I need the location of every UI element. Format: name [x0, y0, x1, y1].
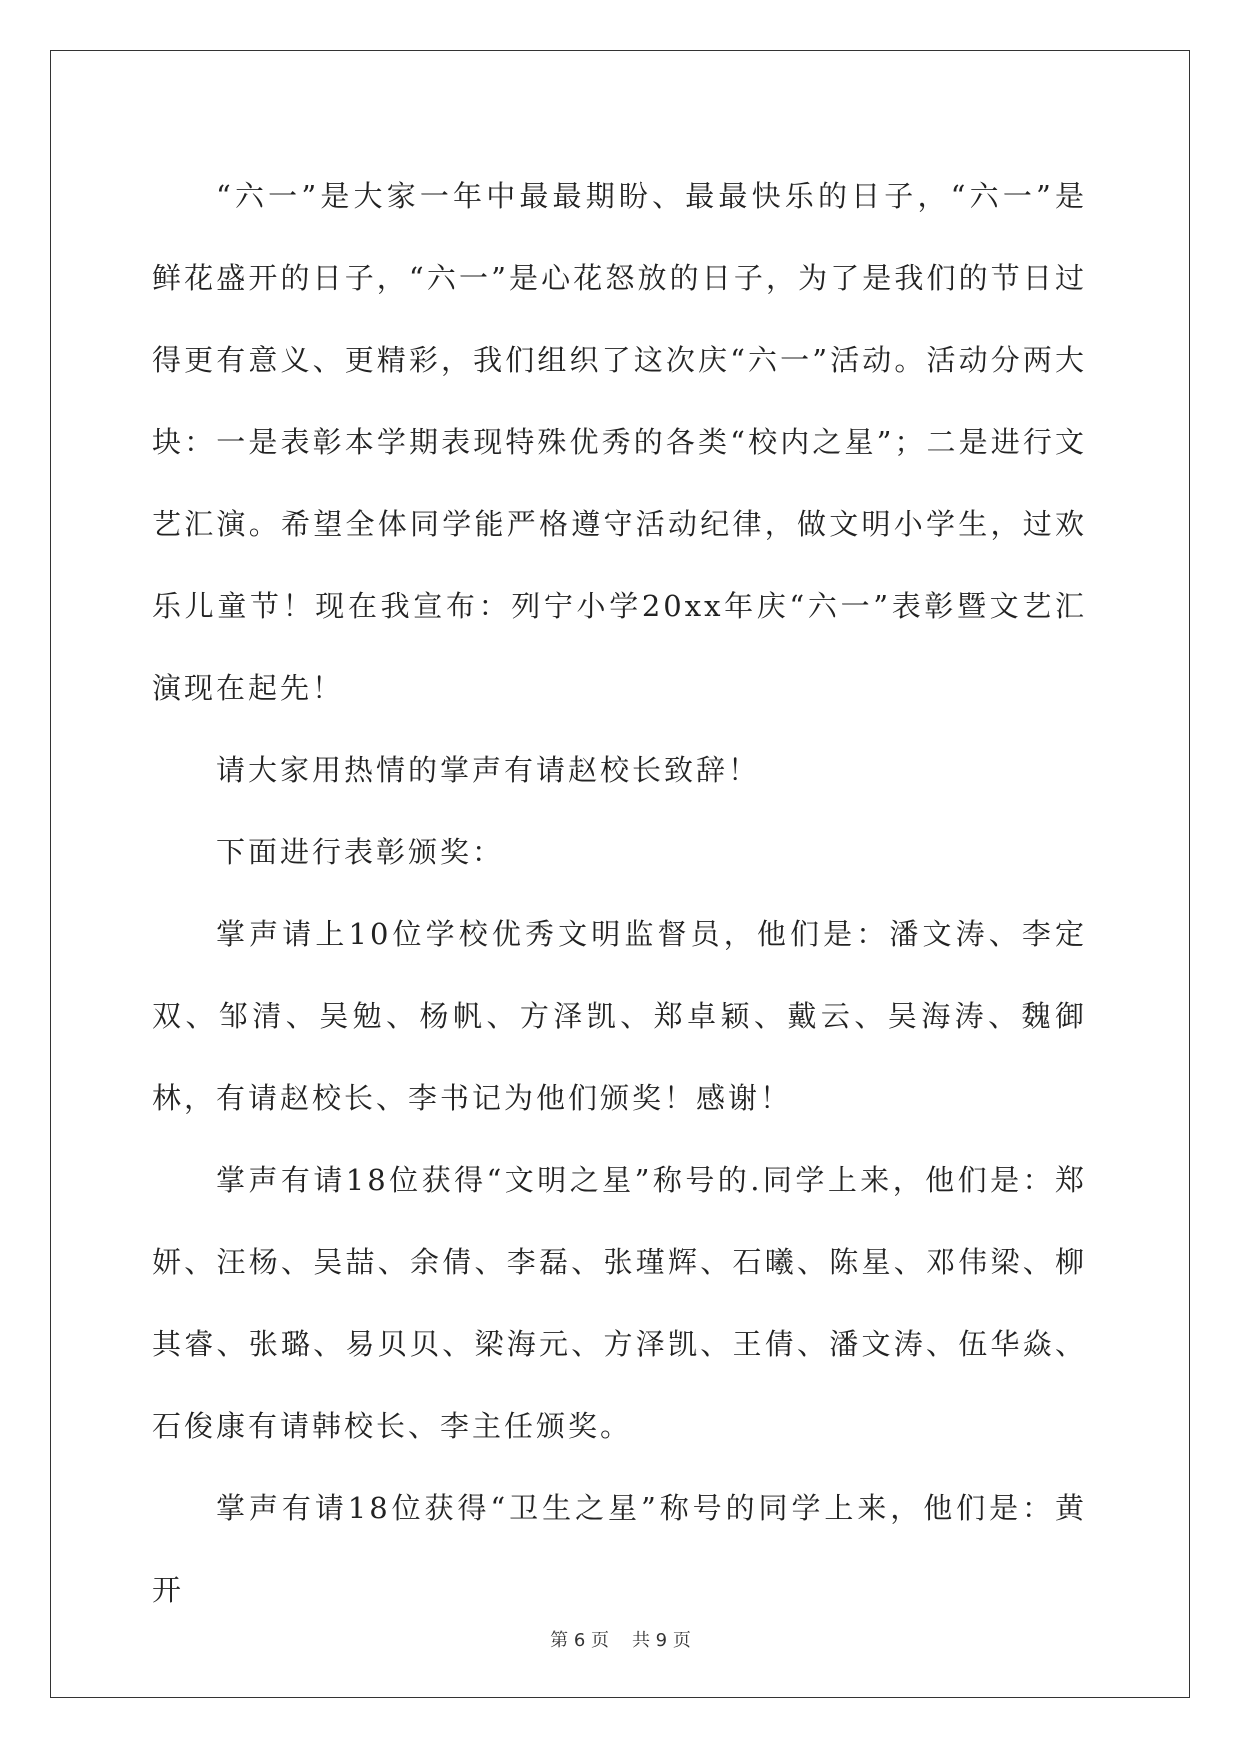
document-body [152, 155, 1087, 1631]
paragraph-principal-speech: 请大家用热情的掌声有请赵校长致辞！ [216, 753, 761, 787]
page-number-footer: 第 6 页 共 9 页 [550, 1630, 691, 1651]
paragraph-opening: “六一”是大家一年中最最期盼、最最快乐的日子，“六一”是鲜花盛开的日子，“六一”是心花怒放的日子，为了是我们的节日过得更有意义、更精彩，我们组织了这次庆“六一”活动。活动分两大块：一是表彰本学期表现特殊优秀的各类“校内之星”；二是进行文艺汇演。希望全体同学能严格遵守活动纪律，做文明小学生，过欢乐儿童节！现在我宣布：列宁小学20xx年庆“六一”表彰暨文艺汇演现在起先！ [152, 179, 1087, 705]
paragraph-civility-monitors: 掌声请上10位学校优秀文明监督员，他们是：潘文涛、李定双、邹清、吴勉、杨帆、方泽凯、郑卓颖、戴云、吴海涛、魏御林，有请赵校长、李书记为他们颁奖！感谢！ [152, 917, 1087, 1115]
paragraph-hygiene-stars: 掌声有请18位获得“卫生之星”称号的同学上来，他们是：黄开 [152, 1491, 1087, 1607]
paragraph-awards-intro: 下面进行表彰颁奖： [216, 835, 505, 869]
paragraph-civility-stars: 掌声有请18位获得“文明之星”称号的.同学上来，他们是：郑妍、汪杨、吴喆、余倩、李磊、张瑾辉、石曦、陈星、邓伟梁、柳其睿、张璐、易贝贝、梁海元、方泽凯、王倩、潘文涛、伍华焱、石俊康有请韩校长、李主任颁奖。 [152, 1163, 1087, 1443]
